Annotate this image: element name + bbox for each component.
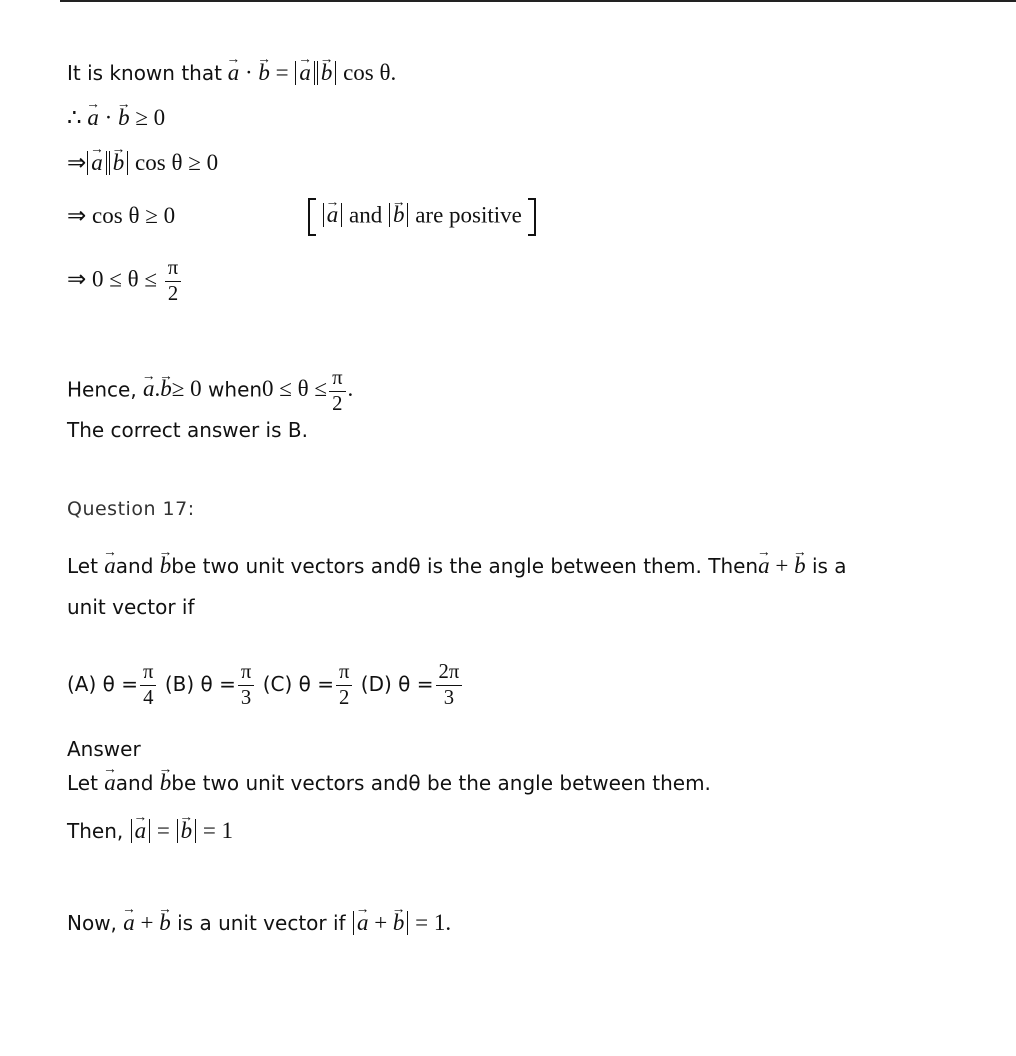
proof-line-1 bbox=[67, 60, 396, 86]
proof-line-3: ⇒→ a→ b cos θ ≥ 0 bbox=[67, 150, 218, 176]
math-dot-product-definition: → a · → b = → a→ b cos θ. bbox=[222, 60, 396, 85]
intro-text: It is known that bbox=[67, 61, 222, 85]
option-b: (B) θ = $\frac{\pi}{3}$ bbox=[165, 672, 257, 696]
proof-line-4: ⇒ cos θ ≥ 0 bbox=[67, 203, 176, 228]
magnitude-a: → a bbox=[295, 61, 315, 85]
right-bracket bbox=[528, 198, 536, 236]
left-bracket bbox=[308, 198, 316, 236]
answer-line-3: Now, → a + → b is a unit vector if → a + → b = 1. bbox=[67, 910, 451, 936]
vector-a: → a bbox=[228, 60, 240, 86]
proof-line-2: ∴ → a · → b ≥ 0 bbox=[67, 105, 165, 131]
options-line bbox=[67, 662, 464, 708]
positivity-note: → a and → b are positive bbox=[308, 198, 536, 236]
answer-heading: Answer bbox=[67, 737, 141, 761]
option-c: (C) θ = $\frac{\pi}{2}$ bbox=[263, 672, 355, 696]
conclusion-line: Hence, → a.→ b≥ 0 when0 ≤ θ ≤ $\frac{\pi}{2}$ . bbox=[67, 368, 353, 414]
correct-answer: The correct answer is B. bbox=[67, 418, 308, 442]
proof-line-5: ⇒ 0 ≤ θ ≤ $\frac{\pi}{2}$ bbox=[67, 258, 183, 304]
answer-line-2: Then, → a = → b = 1 bbox=[67, 818, 233, 844]
vector-b: → b bbox=[258, 60, 270, 86]
question-text-line-1: Let → aand → bbe two unit vectors andθ is the angle between them. Then→ a + → b is a bbox=[67, 553, 847, 579]
answer-line-1: Let → aand → bbe two unit vectors andθ be the angle between them. bbox=[67, 770, 711, 796]
question-text-line-2: unit vector if bbox=[67, 595, 195, 619]
option-a: (A) θ = $\frac{\pi}{4}$ bbox=[67, 672, 158, 696]
magnitude-b: → b bbox=[317, 61, 337, 85]
question-heading: Question 17: bbox=[67, 498, 195, 520]
option-d: (D) θ = $\frac{2\pi}{3}$ bbox=[361, 672, 465, 696]
top-rule bbox=[60, 0, 1016, 2]
fraction-pi-over-2: $\frac{\pi}{2}$ bbox=[165, 258, 181, 304]
